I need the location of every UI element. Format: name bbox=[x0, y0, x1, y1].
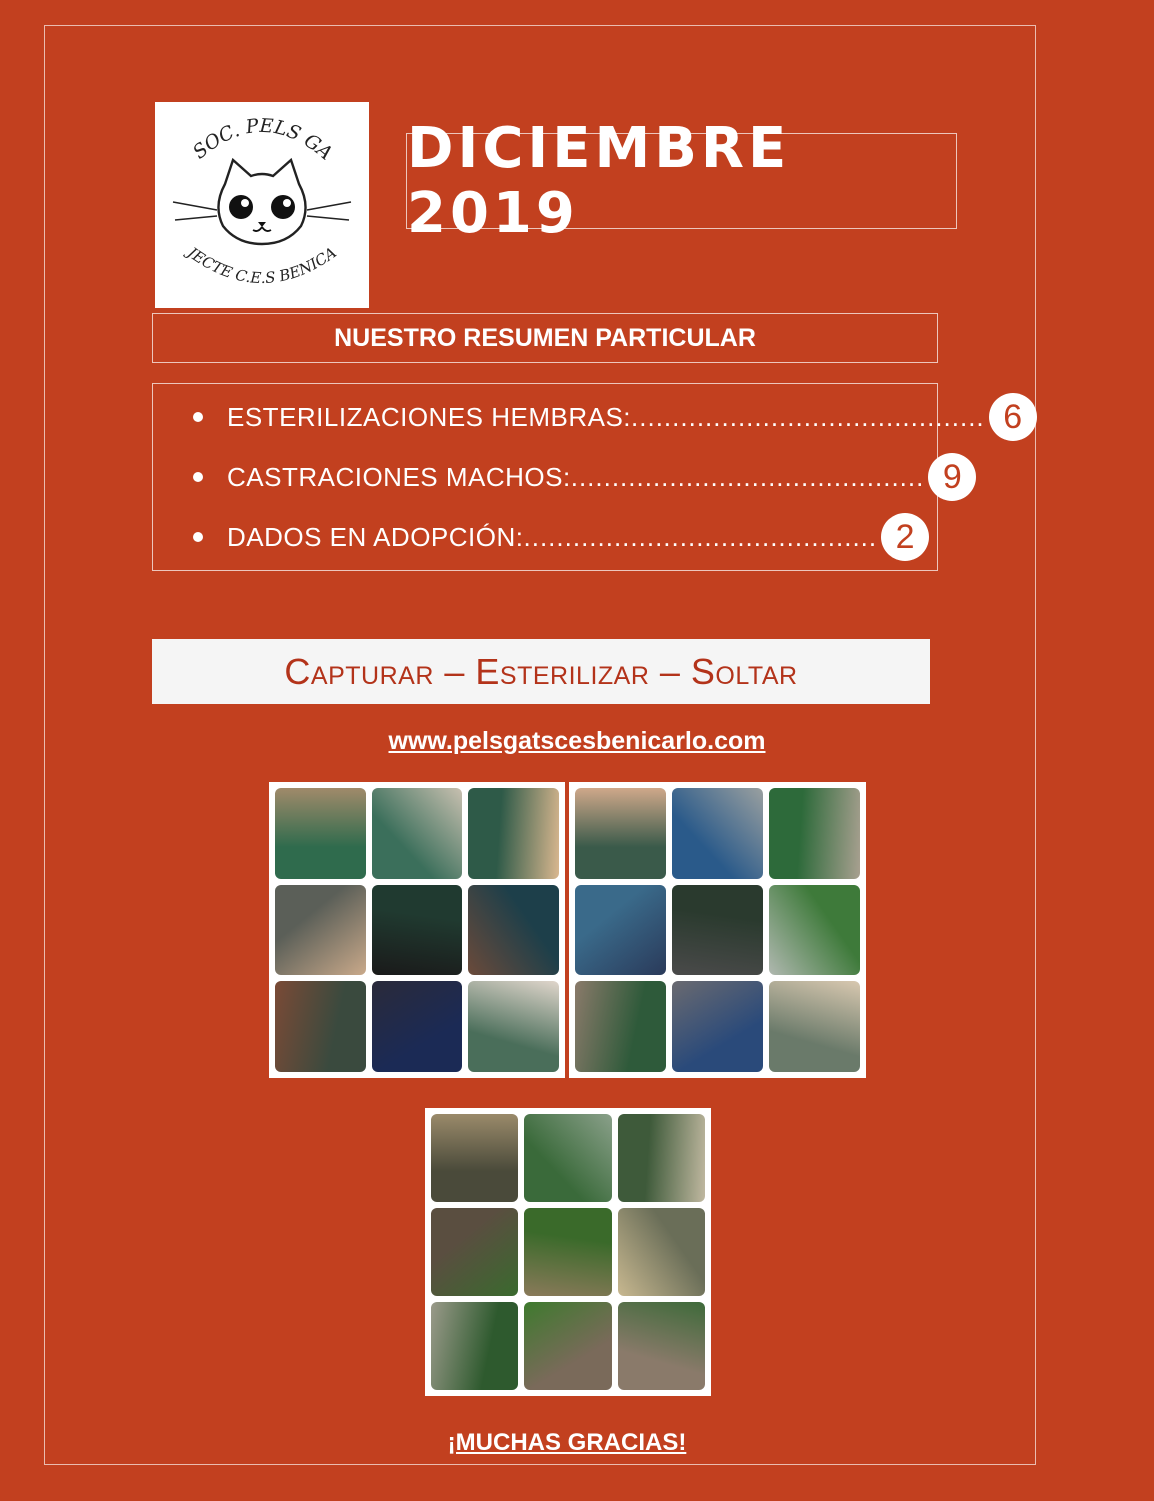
photo-tile bbox=[575, 981, 666, 1072]
slogan-banner: Capturar – Esterilizar – Soltar bbox=[152, 639, 930, 704]
photo-tile bbox=[672, 885, 763, 976]
summary-heading: NUESTRO RESUMEN PARTICULAR bbox=[152, 313, 938, 363]
photo-tile bbox=[372, 981, 463, 1072]
bullet-icon bbox=[193, 412, 203, 422]
photo-tile bbox=[372, 885, 463, 976]
stat-row-adoptions bbox=[193, 512, 915, 562]
photo-tile bbox=[618, 1208, 705, 1296]
photo-tile bbox=[431, 1208, 518, 1296]
page-title: DICIEMBRE 2019 bbox=[407, 116, 791, 246]
stat-label: ESTERILIZACIONES HEMBRAS: bbox=[227, 401, 632, 432]
stat-dots: ........................................... bbox=[570, 461, 925, 492]
stat-row-castrations bbox=[193, 452, 962, 502]
photo-tile bbox=[575, 885, 666, 976]
photo-tile bbox=[769, 981, 860, 1072]
photo-tile bbox=[672, 788, 763, 879]
bullet-icon bbox=[193, 532, 203, 542]
cat-photo-collage-right bbox=[569, 782, 866, 1078]
bullet-icon bbox=[193, 472, 203, 482]
photo-tile bbox=[524, 1208, 611, 1296]
photo-tile bbox=[524, 1302, 611, 1390]
photo-tile bbox=[468, 885, 559, 976]
stat-value-badge: 6 bbox=[989, 393, 1037, 441]
photo-tile bbox=[618, 1114, 705, 1202]
shelter-photo-collage bbox=[425, 1108, 711, 1396]
photo-tile bbox=[575, 788, 666, 879]
photo-tile bbox=[769, 788, 860, 879]
photo-tile bbox=[769, 885, 860, 976]
photo-tile bbox=[468, 981, 559, 1072]
stat-dots: ........................................... bbox=[631, 401, 985, 432]
photo-tile bbox=[431, 1114, 518, 1202]
photo-tile bbox=[275, 788, 366, 879]
photo-tile bbox=[275, 981, 366, 1072]
photo-tile bbox=[431, 1302, 518, 1390]
photo-tile bbox=[618, 1302, 705, 1390]
logo-bottom-text: JECTE C.E.S BENICA bbox=[184, 243, 340, 288]
stats-box bbox=[152, 383, 1023, 571]
website-link[interactable]: www.pelsgatscesbenicarlo.com bbox=[388, 727, 766, 755]
stat-dots: ........................................... bbox=[523, 521, 878, 552]
association-logo bbox=[155, 102, 369, 308]
photo-tile bbox=[275, 885, 366, 976]
photo-tile bbox=[372, 788, 463, 879]
photo-tile bbox=[468, 788, 559, 879]
stat-row-sterilizations bbox=[193, 392, 1023, 442]
stat-value-badge: 2 bbox=[881, 513, 929, 561]
cat-logo-icon bbox=[155, 102, 369, 308]
photo-tile bbox=[672, 981, 763, 1072]
cat-photo-collage-left bbox=[269, 782, 565, 1078]
title-box bbox=[406, 116, 957, 246]
logo-top-text: SOC. PELS GA bbox=[188, 114, 336, 164]
svg-text:ASSOC. PELS GATS bbox=[155, 102, 336, 164]
thanks-footer: ¡MUCHAS GRACIAS! bbox=[447, 1429, 687, 1456]
stat-value-badge: 9 bbox=[928, 453, 976, 501]
stat-label: CASTRACIONES MACHOS: bbox=[227, 461, 571, 492]
photo-tile bbox=[524, 1114, 611, 1202]
stat-label: DADOS EN ADOPCIÓN: bbox=[227, 521, 524, 552]
